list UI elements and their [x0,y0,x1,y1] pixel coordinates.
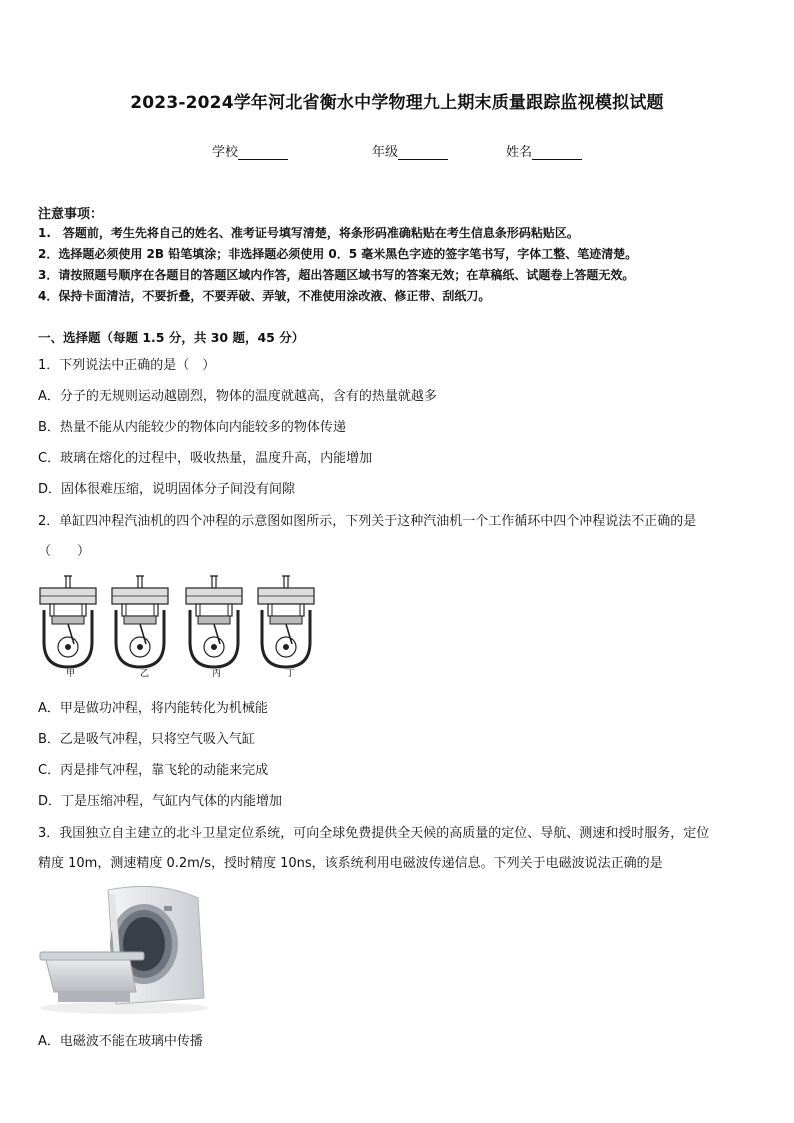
engine-jia [40,576,96,667]
engine-bing [186,576,242,667]
section-heading: 一、选择题（每题 1.5 分，共 30 题，45 分） [38,330,305,345]
q1-option-c: C．玻璃在熔化的过程中，吸收热量，温度升高，内能增加 [38,451,373,466]
notes-heading: 注意事项： [38,207,104,222]
question-2-stem-cont: （ ） [38,544,91,559]
q2-option-a: A．甲是做功冲程，将内能转化为机械能 [38,701,268,716]
school-field [212,141,288,160]
note-item: 4．保持卡面清洁，不要折叠，不要弄破、弄皱，不准使用涂改液、修正带、刮纸刀。 [38,289,491,303]
grade-field [372,141,448,160]
engine-label-jia: 甲 [66,669,76,679]
page-title: 2023-2024学年河北省衡水中学物理九上期末质量跟踪监视模拟试题 [130,93,664,113]
engine-label-ding: 丁 [286,669,296,679]
question-1-stem: 1．下列说法中正确的是（ ） [38,358,216,373]
q2-option-c: C．丙是排气冲程，靠飞轮的动能来完成 [38,763,269,778]
mri-scanner-figure [38,880,210,1020]
school-label: 学校 [212,145,239,160]
name-blank [532,146,582,160]
grade-blank [398,146,448,160]
engine-ding [258,576,314,667]
q3-option-a: A．电磁波不能在玻璃中传播 [38,1034,203,1049]
note-item: 2．选择题必须使用 2B 铅笔填涂；非选择题必须使用 0．5 毫米黑色字迹的签字笔书写，字体工整、笔迹清楚。 [38,247,638,261]
mri-scanner-image [38,880,210,1016]
name-field [506,141,582,160]
grade-label: 年级 [372,145,399,160]
engine-yi [112,576,168,667]
question-3-stem-cont: 精度 10m，测速精度 0.2m/s，授时精度 10ns，该系统利用电磁波传递信息。下列关于电磁波说法正确的是 [38,856,663,871]
engine-label-yi: 乙 [140,669,150,679]
q2-option-d: D．丁是压缩冲程，气缸内气体的内能增加 [38,794,283,809]
school-blank [238,146,288,160]
q1-option-a: A．分子的无规则运动越剧烈，物体的温度就越高，含有的热量就越多 [38,389,437,404]
engine-diagram [38,572,338,682]
q2-option-b: B．乙是吸气冲程，只将空气吸入气缸 [38,732,255,747]
note-item: 1. 答题前，考生先将自己的姓名、准考证号填写清楚，将条形码准确粘贴在考生信息条形码粘贴区。 [38,226,579,240]
q1-option-d: D．固体很难压缩，说明固体分子间没有间隙 [38,482,296,497]
q1-option-b: B．热量不能从内能较少的物体向内能较多的物体传递 [38,420,346,435]
engine-strokes-figure [38,572,338,686]
question-2-stem: 2．单缸四冲程汽油机的四个冲程的示意图如图所示，下列关于这种汽油机一个工作循环中四个冲程说法不正确的是 [38,514,697,529]
question-3-stem: 3．我国独立自主建立的北斗卫星定位系统，可向全球免费提供全天候的高质量的定位、导航、测速和授时服务，定位 [38,826,710,841]
name-label: 姓名 [506,145,533,160]
engine-label-bing: 丙 [212,669,222,679]
note-item: 3．请按照题号顺序在各题目的答题区域内作答，超出答题区域书写的答案无效；在草稿纸、试题卷上答题无效。 [38,268,635,282]
